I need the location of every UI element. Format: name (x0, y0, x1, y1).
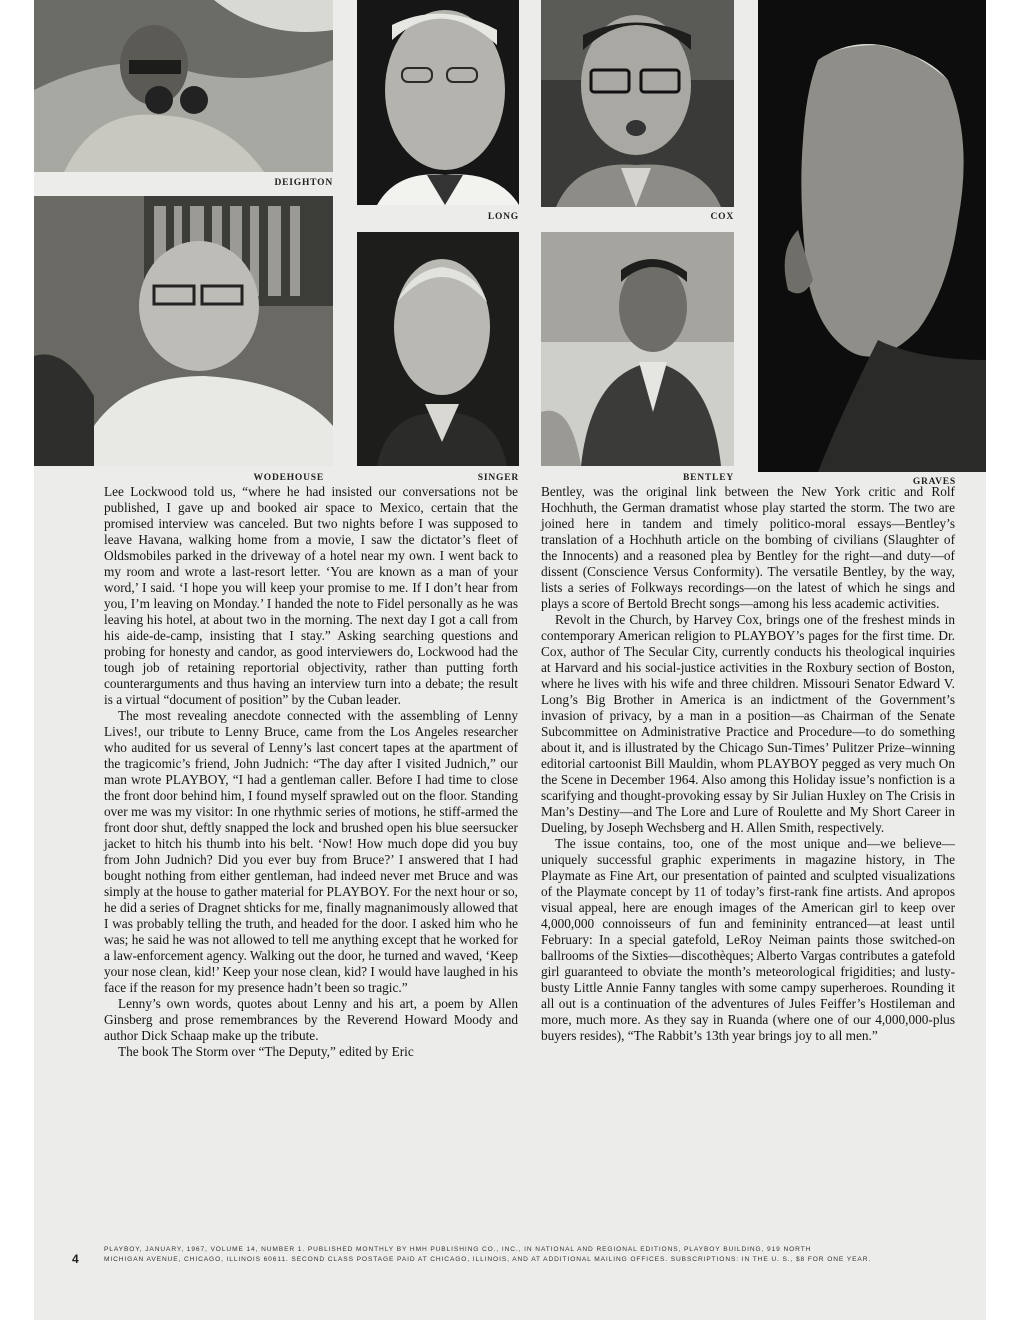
publication-notice (104, 1245, 984, 1265)
caption-deighton: DEIGHTON (274, 178, 333, 188)
article-right-column (541, 484, 955, 1044)
photo-singer (357, 232, 519, 466)
photo-deighton (34, 0, 333, 172)
article-left-column (104, 484, 518, 1060)
caption-long: LONG (487, 212, 519, 222)
caption-singer: SINGER (477, 473, 519, 483)
caption-wodehouse: WODEHOUSE (253, 473, 324, 483)
publication-notice-line-2: MICHIGAN AVENUE, CHICAGO, ILLINOIS 60611. SECOND CLASS POSTAGE PAID AT CHICAGO, ILLINOIS, AND AT ADDITIONAL MAILING OFFICES. SUBSCRIPTIONS: IN THE U. S., $8 FOR ONE YEAR. (104, 1256, 872, 1263)
publication-notice-line-1: PLAYBOY, JANUARY, 1967, VOLUME 14, NUMBER 1. PUBLISHED MONTHLY BY HMH PUBLISHING CO., INC., IN NATIONAL AND REGIONAL EDITIONS, PLAYBOY BUILDING, 919 NORTH (104, 1246, 812, 1253)
magazine-page (34, 0, 986, 1320)
photo-wodehouse (34, 196, 333, 466)
right-para-3: The issue contains, too, one of the most unique and—we believe—uniquely successful graphic experiments in magazine history, in The Playmate as Fine Art, our presentation of painted and sculpted visualizations of the Playmate concept by 11 of today’s first-rank fine artists. And apropos visual appeal, here are enough images of the American girl to keep over 4,000,000 connoisseurs of fun and femininity entranced—at least until February: In a special gatefold, LeRoy Neiman paints those switched-on ballrooms of the Sixties—discothèques; Alberto Vargas contributes a gatefold girl guaranteed to obviate the month’s meteorological frigidities; and lusty-busty Little Annie Fanny tangles with some campy superheroes. Rounding it all out is a continuation of the adventures of Jules Feiffer’s Hostileman and more, much more. As they say in Ruanda (where one of our 4,000,000-plus buyers resides), “The Rabbit’s 13th year brings joy to all men.” (541, 836, 955, 1043)
caption-bentley: BENTLEY (682, 473, 734, 483)
left-para-2: The most revealing anecdote connected with the assembling of Lenny Lives!, our tribute to Lenny Bruce, came from the Los Angeles researcher who audited for us several of Lenny’s last concert tapes at the apartment of the tragicomic’s friend, John Judnich: “The day after I visited Judnich,” our man wrote PLAYBOY, “I had a gentleman caller. Before I had time to close the front door behind him, I found myself sprawled out on the floor. Standing over me was my visitor: In one rhythmic series of motions, he stiff-armed the front door shut, deftly snapped the lock and brushed open his blue seersucker jacket to hitch his thumb into his belt. ‘Now! How much dope did you buy from John Judnich? Did you ever buy from Bruce?’ I answered that I had bought nothing from either gentleman, had indeed never met Bruce and was simply at the house to gather material for PLAYBOY. For the next hour or so, he did a series of Dragnet shticks for me, finally magnanimously allowed that I was probably telling the truth, and headed for the door. I asked him who he was; he said he was not allowed to tell me anything except that he worked for a law-enforcement agency. Walking out the door, he turned and waved, ‘Keep your nose clean, kid!’ Keep your nose clean, kid? I would have laughed in his face if the reason for my presence hadn’t been so tragic.” (104, 708, 518, 995)
left-para-1: Lee Lockwood told us, “where he had insisted our conversations not be published, I gave up and booked air space to Mexico, certain that the promised interview was canceled. But two nights before I was supposed to leave Havana, walking home from a movie, I saw the dictator’s fleet of Oldsmobiles parked in the driveway of a hotel near my own. I went back to my room and wrote a last-resort letter. ‘You are known as a man of your word,’ I said. ‘I hope you will keep your promise to me. If I don’t hear from you, I’m leaving on Monday.’ I handed the note to Fidel personally as he was leaving his hotel, at about two in the morning. The next day I got a call from his aide-de-camp, insisting that I stay.” Asking searching questions and probing for honesty and candor, as good interviewers do, Lockwood had the tough job of retaining reportorial objectivity, rather than putting forth counterarguments and thus having an interview turn into a debate; the result is a virtual “document of position” by the Cuban leader. (104, 484, 518, 707)
page-number: 4 (72, 1252, 79, 1266)
photo-long (357, 0, 519, 205)
left-para-4: The book The Storm over “The Deputy,” edited by Eric (118, 1044, 414, 1059)
caption-cox: COX (710, 212, 734, 222)
right-para-2: Revolt in the Church, by Harvey Cox, brings one of the freshest minds in contemporary American religion to PLAYBOY’s pages for the first time. Dr. Cox, author of The Secular City, currently conducts his theological inquiries at Harvard and his social-justice activities in the Roxbury section of Boston, where he lives with his wife and three children. Missouri Senator Edward V. Long’s Big Brother in America is an indictment of the Government’s invasion of privacy, by a man in a position—as Chairman of the Senate Subcommittee on Administrative Practice and Procedure—to do something about it, and is illustrated by the Chicago Sun-Times’ Pulitzer Prize–winning editorial cartoonist Bill Mauldin, whom PLAYBOY pegged as very much On the Scene in December 1964. Also among this Holiday issue’s nonfiction is a scarifying and thought-provoking essay by Sir Julian Huxley on The Crisis in Man’s Destiny—and The Lore and Lure of Roulette and My Short Career in Dueling, by Joseph Wechsberg and H. Allen Smith, respectively. (541, 612, 955, 835)
left-para-3: Lenny’s own words, quotes about Lenny and his art, a poem by Allen Ginsberg and prose remembrances by the Reverend Howard Moody and author Dick Schaap make up the tribute. (104, 996, 518, 1043)
photo-bentley (541, 232, 734, 466)
photo-graves (758, 0, 986, 472)
photo-cox (541, 0, 734, 207)
right-para-1: Bentley, was the original link between the New York critic and Rolf Hochhuth, the German dramatist whose play started the storm. The two are joined here in tandem and timely politico-moral essays—Bentley’s translation of a Hochhuth article on the bombing of civilians (Slaughter of the Innocents) and a reasoned plea by Bentley for the right—and duty—of dissent (Conscience Versus Conformity). The versatile Bentley, by the way, lists a series of Folkways recordings—on the latest of which he sings and plays a score of Bertold Brecht songs—among his less academic activities. (541, 484, 955, 611)
caption-graves: GRAVES (912, 477, 956, 487)
